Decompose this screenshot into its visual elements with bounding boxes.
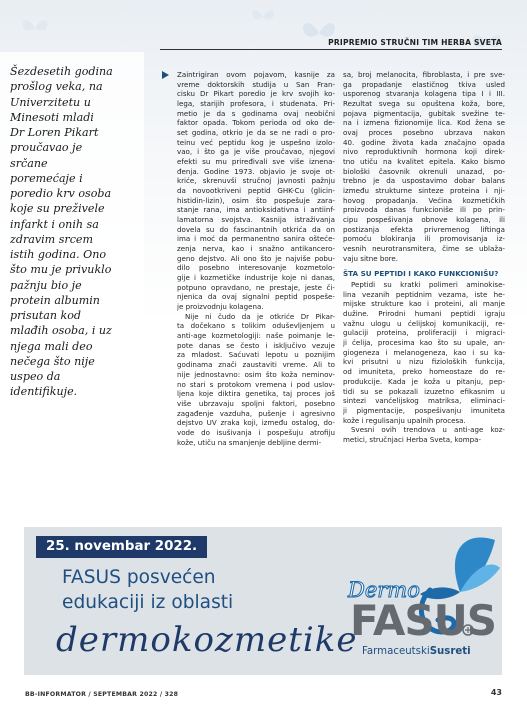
text-line: ima i moć da permanentno sanira ošteće- bbox=[177, 234, 335, 244]
text-line: gulaciji proteina, proliferaciji i migraci- bbox=[343, 328, 505, 338]
text-line: od imuniteta, preko homeostaze do re- bbox=[343, 367, 505, 377]
text-line: vode do isušivanja i pospešuju atrofiju bbox=[177, 427, 335, 437]
logo-tagline-a: Farmaceutski bbox=[362, 646, 430, 657]
text-line: između strukturne sinteze proteina i nji- bbox=[343, 186, 505, 196]
quote-line: što mu je privuklo bbox=[10, 263, 112, 277]
logo-fasus-text: FASUS bbox=[350, 596, 496, 645]
text-line: ji ćelija, procesima kao što su upale, an- bbox=[343, 338, 505, 348]
text-line: proizvoda danas funkcioniše ili po prin- bbox=[343, 205, 505, 215]
text-line: kože i regulisanju upalnih procesa. bbox=[343, 415, 466, 425]
text-line: Peptidi su kratki polimeri aminokise- bbox=[351, 280, 505, 290]
ad-banner bbox=[24, 527, 502, 675]
text-line: ovaj proces posebno ubrzava nakon bbox=[343, 128, 505, 138]
body-column-2 bbox=[343, 70, 505, 445]
text-line: anti-age kozmetologiji: naše poimanje le- bbox=[177, 331, 335, 341]
body-column-1 bbox=[177, 70, 335, 447]
text-line: Nije ni čudo da je otkriće Dr Pikar- bbox=[185, 311, 335, 321]
butterfly-icon bbox=[20, 16, 50, 40]
ad-script-text: dermokozmetike bbox=[56, 620, 358, 660]
text-line: efekti su mu priređivali sve više iznena- bbox=[177, 157, 335, 167]
text-line: vaju sitne bore. bbox=[343, 253, 399, 263]
text-line: kože, utiču na smanjenje debljine dermi- bbox=[177, 437, 322, 447]
text-line: cipu pospešivanja obnove kolagena, ili bbox=[343, 215, 505, 225]
text-line: važnu ulogu u ćelijskoj komunikaciji, re- bbox=[343, 318, 505, 328]
text-line: kvi prisutni u nizu fizioloških funkcija, bbox=[343, 357, 505, 367]
text-line: metio je da s godinama ovaj neobični bbox=[177, 108, 335, 118]
text-line: set godina, otkrio je da se ne radi o pro- bbox=[177, 128, 335, 138]
text-line: dejstvo UV zraka koji, između ostalog, do- bbox=[177, 418, 335, 428]
quote-line: Minesoti mladi bbox=[10, 110, 94, 124]
text-line: lamatorna svojstva. Kasnija istraživanja bbox=[177, 215, 335, 225]
text-line: dilo posebno interesovanje kozmetolo- bbox=[177, 263, 335, 273]
text-line: faktor opada. Tokom perioda od oko de- bbox=[177, 118, 335, 128]
page-number: 43 bbox=[490, 688, 502, 697]
quote-line: zdravim srcem bbox=[10, 232, 94, 246]
text-line: sa, broj melanocita, fibroblasta, i pre sve- bbox=[343, 70, 505, 79]
quote-line: prošlog veka, na bbox=[10, 80, 103, 94]
quote-line: pažnju bio je bbox=[10, 278, 82, 292]
text-line: đenja. Godine 1973. objavio je svoje ot- bbox=[177, 166, 335, 176]
text-line: stanje rana, ima antioksidativna i antiinf- bbox=[177, 205, 335, 215]
quote-line: poremećaje i bbox=[10, 171, 83, 185]
text-line: godinama znači zaustaviti vreme. Ali to bbox=[177, 360, 335, 370]
text-line: Zaintrigiran ovom pojavom, kasnije za bbox=[177, 70, 335, 79]
quote-line: koje su preživele bbox=[10, 202, 105, 216]
text-line: vreme doktorskih studija u San Fran- bbox=[177, 79, 335, 89]
section-subheading: ŠTA SU PEPTIDI I KAKO FUNKCIONIŠU? bbox=[343, 269, 499, 279]
text-line: zagađenje vazduha, pušenje i agresivno bbox=[177, 408, 335, 418]
text-line: tidi su se pokazali izuzetno efikasnim u bbox=[343, 386, 505, 396]
butterfly-icon bbox=[250, 6, 276, 28]
text-line: pojava pigmentacija, gubitak svežine te- bbox=[343, 108, 505, 118]
text-line: lega, starijih profesora, i studenata. Pri- bbox=[177, 99, 335, 109]
text-line: ji pigmentacije, pospešivanju imuniteta bbox=[343, 405, 505, 415]
quote-line: Univerzitetu u bbox=[10, 95, 91, 109]
text-line: nije jednostavno: osim što koža neminov- bbox=[177, 369, 335, 379]
ad-date-badge: 25. novembar 2022. bbox=[36, 536, 207, 558]
text-line: više ubrzavaju spoljni faktori, posebno bbox=[177, 398, 335, 408]
text-line: vao, i što ga je više proučavao, njegovi bbox=[177, 147, 335, 157]
quote-line: Dr Loren Pikart bbox=[10, 126, 99, 139]
text-line: giogeneza i melanogeneza, kao i su ka- bbox=[343, 347, 505, 357]
footer-publication: BB-INFORMATOR / SEPTEMBAR 2022 / 328 bbox=[25, 691, 179, 698]
quote-line: nečega što nije bbox=[10, 354, 95, 368]
text-line: lina vezanih peptidnim vezama, iste he- bbox=[343, 289, 505, 299]
body-column-2-top bbox=[343, 70, 505, 263]
text-line: postizanja efekta privremenog liftinga bbox=[343, 224, 505, 234]
quote-line: identifikuje. bbox=[10, 385, 78, 399]
section-header: PRIPREMIO STRUČNI TIM HERBA SVETA bbox=[328, 38, 502, 47]
text-line: produkcije. Kada je koža u pitanju, pep- bbox=[343, 376, 505, 386]
quote-line: srčane bbox=[10, 156, 48, 170]
text-line: hovog propadanja. Većina kozmetičkih bbox=[343, 195, 505, 205]
quote-line: Šezdesetih godina bbox=[10, 65, 113, 78]
ad-headline-line-2: edukaciji iz oblasti bbox=[62, 592, 234, 613]
quote-line: protein albumin bbox=[10, 293, 100, 307]
text-line: teinu već peptidu kog je uspešno izolo- bbox=[177, 137, 335, 147]
logo-tagline-b: Susreti bbox=[429, 646, 471, 657]
pull-quote bbox=[10, 64, 140, 400]
text-line: 40. godine života kada značajno opada bbox=[343, 137, 505, 147]
pull-quote-panel bbox=[0, 52, 144, 500]
text-line: tno utiču na kvalitet epitela. Kako bismo bbox=[343, 157, 505, 167]
text-line: dužine. Prirodni humani peptidi igraju bbox=[343, 309, 505, 319]
text-line: no stari s protokom vremena i pod uslov- bbox=[177, 379, 335, 389]
text-line: za mladost. Saćuvati lepotu u poznijim bbox=[177, 350, 335, 360]
text-line: geno dejstvo. Ali ono što je najviše pobu- bbox=[177, 253, 335, 263]
text-line: potpuno opravdano, ne prestaje, jeste či- bbox=[177, 282, 335, 292]
text-line: usporenog stvaranja kolagena tipa I i III. bbox=[343, 89, 505, 99]
text-line: metici, stručnjaci Herba Sveta, kompa- bbox=[343, 434, 482, 444]
text-line: Rezultat svega su opuštena koža, bore, bbox=[343, 99, 505, 109]
arrow-marker-icon bbox=[162, 71, 169, 79]
text-line: ljena koje diktira genetika, taj proces još bbox=[177, 389, 335, 399]
text-line: vesnih neurotransmitera, čime se ublaža- bbox=[343, 244, 505, 254]
text-line: pomoću blokiranja ili promovisanja iz- bbox=[343, 234, 505, 244]
text-line: trebno je da uspostavimo dobar balans bbox=[343, 176, 505, 186]
logo-dermo-text: Dermo bbox=[348, 578, 420, 602]
text-line: ta dočekano s tolikim oduševljenjem u bbox=[177, 321, 335, 331]
quote-line: infarkt i onih sa bbox=[10, 217, 99, 231]
text-line: biološki časovnik okrenuli unazad, po- bbox=[343, 166, 505, 176]
quote-line: mlađih osoba, i uz bbox=[10, 324, 112, 338]
dermo-fasus-logo bbox=[310, 530, 500, 675]
quote-line: njega mali deo bbox=[10, 339, 93, 353]
quote-line: uspeo da bbox=[10, 370, 61, 383]
text-line: njenica da ovaj signalni peptid pospeše- bbox=[177, 292, 335, 302]
text-line: je proizvodnju kolagena. bbox=[177, 302, 264, 312]
text-line: da novootkriveni peptid GHK-Cu (glicin- bbox=[177, 186, 335, 196]
logo-tagline bbox=[362, 646, 471, 657]
quote-line: poredio krv osoba bbox=[10, 187, 112, 200]
header-rule bbox=[160, 49, 502, 50]
text-line: zenja nerva, kao i snažno antikancero- bbox=[177, 244, 335, 254]
text-line: pote danas se često i isključivo vezuje bbox=[177, 340, 335, 350]
quote-line: prisutan kod bbox=[10, 309, 82, 322]
text-line: sintezi vanćelijskog matriksa, eliminaci- bbox=[343, 396, 505, 406]
text-line: nivo reproduktivnih hormona koji direk- bbox=[343, 147, 505, 157]
quote-line: istih godina. Ono bbox=[10, 248, 107, 261]
text-line: Svesni ovih trendova u anti-age koz- bbox=[351, 425, 505, 435]
text-line: kriće, skrenuvši stručnoj javnosti pažnju bbox=[177, 176, 335, 186]
text-line: cisku Dr Pikart poredio je krv svojih ko- bbox=[177, 89, 335, 99]
quote-line: proučavao je bbox=[10, 141, 83, 155]
text-line: mijske strukture kao i proteini, ali manje bbox=[343, 299, 505, 309]
text-line: dovela su do fascinantnih otkrića da on bbox=[177, 224, 335, 234]
ad-headline-line-1: FASUS posvećen bbox=[62, 567, 216, 588]
text-line: ga propadanje elastičnog tkiva usled bbox=[343, 79, 505, 89]
text-line: histidin-lizin), osim što pospešuje zara- bbox=[177, 195, 335, 205]
text-line: na i izmena fizionomije lica. Kod žena se bbox=[343, 118, 505, 128]
body-column-2-bottom bbox=[343, 280, 505, 444]
text-line: gije i kozmetičke industrije koje ni danas, bbox=[177, 273, 335, 283]
